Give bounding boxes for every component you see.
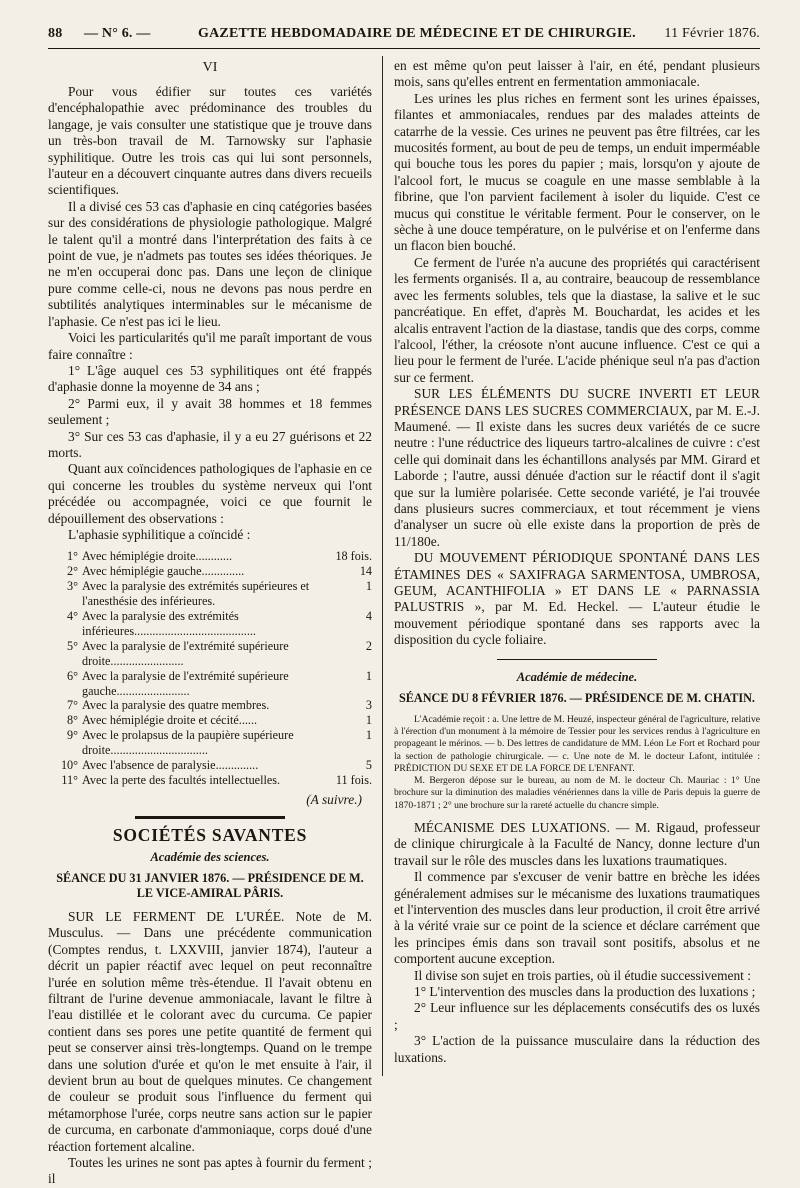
list-item <box>48 579 372 609</box>
running-header <box>48 26 760 46</box>
paragraph: SUR LES ÉLÉMENTS DU SUCRE INVERTI ET LEUR PRÉSENCE DANS LES SUCRES COMMERCIAUX, par M. E.-J. Maumené. — Il existe dans les sucres deux variétés de ce sucre neutre : l'une réductrice des liqueurs tartro-alcalines de cuivre : c'est celle qui dominait dans les échantillons analysés par MM. Girard et Laborde ; l'autre, aussi dénuée d'action sur le réactif dont il s'agit que sur la lumière polarisée. Cette seconde variété, je l'ai trouvée dans plusieurs sucres commerciaux, et tout récemment je viens d'analyser un sucre où elle existe dans la proportion de près de 11/180e. <box>394 386 760 549</box>
paragraph: Il commence par s'excuser de venir battre en brèche les idées généralement admises sur le mécanisme des luxations traumatiques et l'intervention des muscles dans leur production, il croit être arrivé à la vérité vraie sur ce point de la science et déclare carrément que les principes émis dans son travail sont positifs, absolus et ne comportent aucune exception. <box>394 869 760 967</box>
list-item <box>48 773 372 788</box>
list-value: 1 <box>365 728 372 743</box>
column-divider <box>382 56 383 1076</box>
paragraph: Il divise son sujet en trois parties, où il étudie successivement : <box>414 967 751 983</box>
section-separator <box>135 816 285 819</box>
paragraph: Ce ferment de l'urée n'a aucune des propriétés qui caractérisent les ferments organisés. Il a, au contraire, beaucoup de ressemblance avec les ferments solubles, tels que la diastase, la salive et le suc pancréatique. En effet, d'après M. Bouchardat, les acides et les alcalis entravent l'action de la diastase, tandis que des corps, comme l'alcool, l'éther, la créosote n'ont aucune influence. C'est ce qui a lieu pour le ferment de l'urée. L'acide phénique seul n'a pas d'action sur ce ferment. <box>394 254 760 385</box>
list-number: 1° <box>67 549 78 564</box>
list-number: 3° <box>67 579 78 594</box>
list-value: 5 <box>365 758 372 773</box>
list-value: 3 <box>365 698 372 713</box>
issue-number: — N° 6. — <box>84 26 151 41</box>
paragraph: SUR LE FERMENT DE L'URÉE. Note de M. Musculus. — Dans une précédente communication (Comptes rendus, t. LXXVIII, janvier 1874), l'auteur a décrit un papier réactif avec lequel on peut reconnaître l'urée en solution même très-étendue. Il l'avait obtenu en filtrant de l'urine devenue ammoniacale, lavant le filtre à l'eau distillée et le colorant avec du curcuma. Ce papier contient dans ses pores une petite quantité de ferment qui peut se conserver ainsi très-longtemps. Quand on le trempe dans une solution d'urée et qu'on le met ensuite à l'air, il devient brun au bout de quelques minutes. Ce changement de couleur se produit sous l'influence du ferment qui métamorphose l'urée, corps neutre sans action sur le papier de curcuma, en carbonate d'ammoniaque, corps doué d'une réaction fortement alcaline. <box>48 908 372 1154</box>
paragraph: Pour vous édifier sur toutes ces variétés d'encéphalopathie avec prédominance des troubles du langage, je vais consulter une statistique que je trouve dans un très-bon travail de M. Tarnowsky sur l'aphasie syphilitique. Outre les trois cas qui lui sont personnels, l'auteur en a découvert cinquante autres dans divers recueils scientifiques. <box>48 84 372 198</box>
list-item <box>48 728 372 758</box>
list-value: 18 fois. <box>335 549 372 564</box>
paragraph: 1° L'intervention des muscles dans la production des luxations ; <box>414 984 756 1000</box>
list-text: Avec hémiplégie gauche.............. <box>82 564 245 579</box>
paragraph: Les urines les plus riches en ferment sont les urines épaisses, filantes et ammoniacales, rendues par des malades atteints de catarrhe de la vessie. Ces urines ne peuvent pas être filtrées, car les mucosités forment, au bout de peu de temps, un enduit imperméable qui bouche tous les pores du papier ; mais, lorsqu'on y ajoute de l'alcool fort, le mucus se coagule en une masse semblable à la fibrine, que l'on parvient facilement à isoler du liquide. C'est ce mucus qui constitue le véritable ferment. Pour le conserver, on le sèche à une douce température, on le pulvérise et on l'enferme dans un flacon bien bouché. <box>394 90 760 254</box>
paragraph: 2° Parmi eux, il y avait 38 hommes et 18 femmes seulement ; <box>48 395 372 428</box>
paragraph: 2° Leur influence sur les déplacements consécutifs des os luxés ; <box>394 1000 760 1032</box>
issue-date: 11 Février 1876. <box>664 26 760 41</box>
list-text: Avec la paralysie des quatre membres. <box>82 698 270 713</box>
section-title: SOCIÉTÉS SAVANTES <box>112 824 308 845</box>
list-text: Avec le prolapsus de la paupière supérieure droite................................ <box>82 728 294 758</box>
right-column <box>394 58 760 1078</box>
list-number: 5° <box>67 638 78 653</box>
list-number: 2° <box>67 564 78 579</box>
list-item <box>48 549 372 564</box>
list-item <box>48 698 372 713</box>
paragraph: 3° Sur ces 53 cas d'aphasie, il y a eu 27 guérisons et 22 morts. <box>48 428 372 460</box>
section-separator <box>497 659 657 660</box>
list-number: 7° <box>67 698 78 713</box>
list-text: Avec hémiplégie droite............ <box>82 549 233 564</box>
left-column <box>48 58 372 1187</box>
session-heading: SÉANCE DU 8 FÉVRIER 1876. — PRÉSIDENCE DE M. CHATIN. <box>399 690 755 705</box>
academy-heading: Académie de médecine. <box>516 669 638 684</box>
list-item <box>48 758 372 773</box>
list-item <box>48 713 372 728</box>
list-text: Avec la paralysie de l'extrémité supérieure droite........................ <box>82 638 289 668</box>
list-number: 8° <box>67 713 78 728</box>
list-text: Avec la perte des facultés intellectuelles. <box>82 772 281 787</box>
paragraph: Il a divisé ces 53 cas d'aphasie en cinq catégories basées sur des considérations de physiologie pathologique. Malgré le talent qu'il a montré dans l'interprétation des faits à ce point de vue, je n'admets pas toutes ses idées théoriques. Je ne m'en occuperai donc pas. Dans une leçon de clinique pure comme celle-ci, nous ne devons pas nous perdre en subtilités analytiques interminables sur le mécanisme de l'aphasie. Ce n'est pas ici le lieu. <box>48 198 372 329</box>
paragraph: 3° L'action de la puissance musculaire dans la réduction des luxations. <box>394 1033 760 1065</box>
list-text: Avec la paralysie des extrémités supérieures et l'anesthésie des inférieures. <box>82 579 310 609</box>
session-heading: SÉANCE DU 31 JANVIER 1876. — PRÉSIDENCE DE M. LE VICE-AMIRAL PÂRIS. <box>56 870 364 900</box>
list-number: 6° <box>67 668 78 683</box>
paragraph: en est même qu'on peut laisser à l'air, en été, pendant plusieurs mois, sans qu'elles entrent en fermentation ammoniacale. <box>394 58 760 90</box>
list-value: 11 fois. <box>335 772 372 787</box>
paragraph: 1° L'âge auquel ces 53 syphilitiques ont été frappés d'aphasie donne la moyenne de 34 ans ; <box>48 362 372 395</box>
header-rule <box>48 48 760 49</box>
section-numeral: VI <box>202 60 218 75</box>
list-number: 11° <box>61 772 78 787</box>
page-number: 88 <box>48 26 63 41</box>
paragraph: Quant aux coïncidences pathologiques de l'aphasie en ce qui concerne les troubles du système nerveux qui l'ont précédée ou accompagnée, voici ce que fournit le dépouillement des observations : <box>48 461 372 526</box>
list-number: 4° <box>67 609 78 623</box>
academy-heading: Académie des sciences. <box>150 849 270 864</box>
list-text: Avec hémiplégie droite et cécité...... <box>82 713 258 728</box>
paragraph: L'aphasie syphilitique a coïncidé : <box>68 526 251 542</box>
list-number: 9° <box>67 728 78 743</box>
paragraph: MÉCANISME DES LUXATIONS. — M. Rigaud, professeur de clinique chirurgicale à la Faculté de Nancy, donne lecture d'un travail sur le rôle des muscles dans les luxations traumatiques. <box>394 820 760 868</box>
list-text: Avec la paralysie des extrémités inférieures........................................ <box>82 609 256 638</box>
list-value: 1 <box>365 668 372 683</box>
paragraph: DU MOUVEMENT PÉRIODIQUE SPONTANÉ DANS LES ÉTAMINES DES « SAXIFRAGA SARMENTOSA, UMBROSA, GEUM, ACANTHIFOLIA » ET DANS LE « PARNASSIA PALUSTRIS », par M. Ed. Heckel. — L'auteur étudie le mouvement périodique spontané dans ses rapports avec la disposition du cycle foliaire. <box>394 550 760 648</box>
list-text: Avec l'absence de paralysie.............. <box>82 758 259 773</box>
list-item <box>48 609 372 639</box>
list-value: 2 <box>365 638 372 653</box>
continuation-note: (A suivre.) <box>306 791 362 807</box>
list-number: 10° <box>60 758 78 773</box>
list-value: 4 <box>365 609 372 623</box>
list-value: 14 <box>359 564 372 579</box>
list-item <box>48 639 372 669</box>
list-value: 1 <box>365 713 372 728</box>
list-text: Avec la paralysie de l'extrémité supérieure gauche........................ <box>82 668 289 698</box>
coincidence-list <box>48 549 372 788</box>
journal-title: GAZETTE HEBDOMADAIRE DE MÉDECINE ET DE CHIRURGIE. <box>198 26 636 41</box>
list-value: 1 <box>365 579 372 594</box>
small-paragraph: M. Bergeron dépose sur le bureau, au nom de M. le docteur Ch. Mauriac : 1° Une brochure sur la diminution des maladies vénériennes dans la ville de Paris depuis la guerre de 1870-1871 ; 2° une brochure sur la rareté actuelle du chancre simple. <box>394 775 760 811</box>
paragraph: Voici les particularités qu'il me paraît important de vous faire connaître : <box>48 330 372 362</box>
paragraph: Toutes les urines ne sont pas aptes à fournir du ferment ; il <box>48 1154 372 1187</box>
small-paragraph: L'Académie reçoit : a. Une lettre de M. Heuzé, inspecteur général de l'agriculture, relative à l'érection d'un monument à la mémoire de Tessier pour les services rendus à l'agriculture en propageant le mérinos. — b. Des lettres de candidature de MM. Léon Le Fort et Rochard pour la section de pathologie chirurgicale. — c. Une note de M. le docteur Lafont, intitulée : PRÉDICTION DU SEXE ET DE LA FORCE DE L'ENFANT. <box>394 713 760 774</box>
list-item <box>48 669 372 699</box>
list-item <box>48 564 372 579</box>
